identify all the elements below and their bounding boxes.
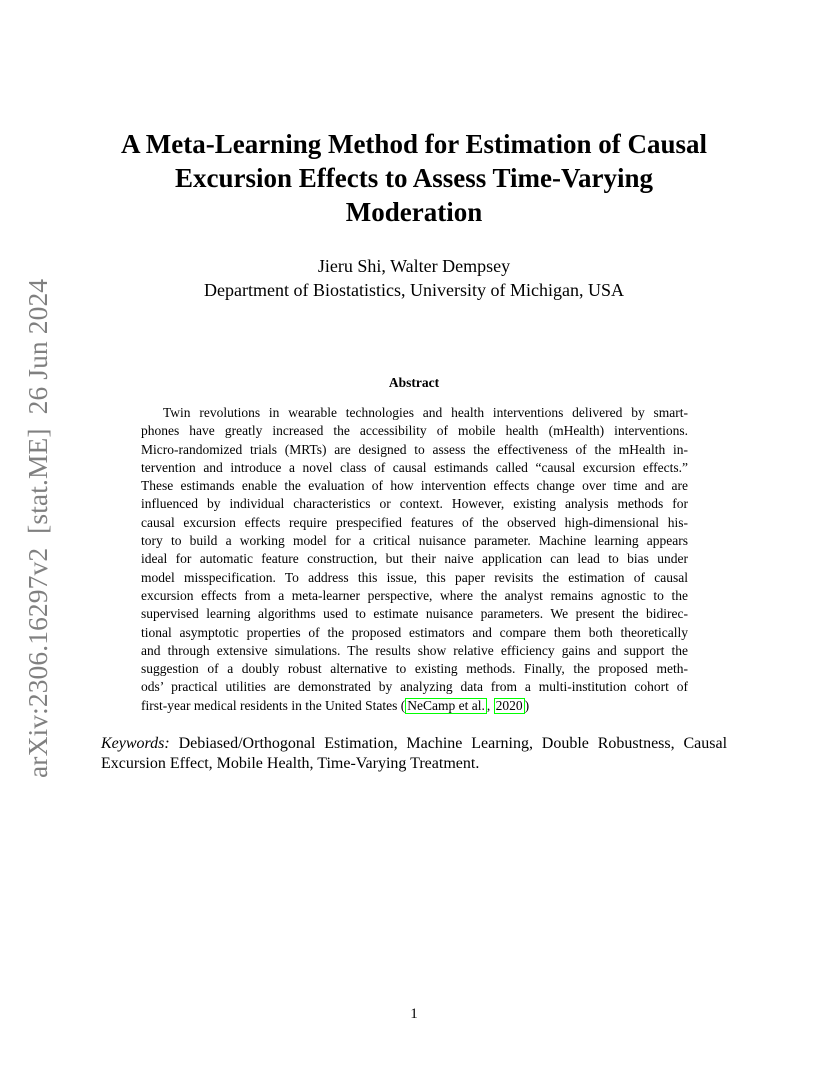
page-number: 1 bbox=[410, 1006, 418, 1022]
abstract-line: Micro-randomized trials (MRTs) are designed to assess the effectiveness of the mHealth in- bbox=[141, 441, 688, 457]
author-list: Jieru Shi, Walter Dempsey bbox=[317, 256, 511, 276]
title-line: A Meta-Learning Method for Estimation of Causal bbox=[121, 129, 707, 159]
keywords-text: Debiased/Orthogonal Estimation, Machine Learning, Double Robustness, Causal bbox=[178, 735, 728, 752]
keywords-line: Excursion Effect, Mobile Health, Time-Varying Treatment. bbox=[101, 755, 480, 772]
abstract-line: phones have greatly increased the accessibility of mobile health (mHealth) interventions. bbox=[141, 423, 688, 439]
abstract-last-line bbox=[141, 697, 688, 715]
paper-title bbox=[80, 127, 748, 229]
author-affiliation: Department of Biostatistics, University of Michigan, USA bbox=[204, 280, 624, 300]
abstract-line: tional asymptotic properties of the proposed estimators and compare them both theoretically bbox=[141, 624, 688, 640]
abstract-line: tory to build a working model for a critical nuisance parameter. Machine learning appears bbox=[141, 533, 688, 549]
abstract-heading: Abstract bbox=[388, 375, 440, 390]
keywords-line bbox=[101, 734, 727, 754]
abstract-line-text: ) bbox=[524, 697, 530, 713]
title-line: Excursion Effects to Assess Time-Varying bbox=[174, 163, 653, 193]
citation-link-year[interactable]: 2020 bbox=[495, 697, 523, 713]
abstract-line-text: first-year medical residents in the United States ( bbox=[141, 697, 406, 713]
title-line: Moderation bbox=[345, 197, 483, 227]
abstract-line: and through extensive simulations. The results show relative efficiency gains and support the bbox=[141, 642, 688, 658]
citation-link-authors[interactable]: NeCamp et al. bbox=[407, 697, 485, 713]
abstract-body bbox=[141, 404, 688, 715]
abstract-line: ods’ practical utilities are demonstrated by analyzing data from a multi-institution cohort of bbox=[141, 679, 688, 695]
abstract-line: causal excursion effects require prespecified features of the observed high-dimensional his- bbox=[141, 514, 688, 530]
abstract-line: excursion effects from a meta-learner perspective, where the analyst remains agnostic to the bbox=[141, 587, 688, 603]
abstract-line: ideal for automatic feature construction, but their naive application can lead to bias under bbox=[141, 551, 688, 567]
abstract-line: Twin revolutions in wearable technologies and health interventions delivered by smart- bbox=[163, 405, 688, 420]
keywords-label: Keywords: bbox=[101, 735, 170, 752]
abstract-line: model misspecification. To address this issue, this paper revisits the estimation of causal bbox=[141, 569, 688, 585]
abstract-line: These estimands enable the evaluation of how intervention effects change over time and are bbox=[141, 478, 688, 494]
abstract-line: tervention and introduce a novel class of causal estimands called “causal excursion effects.” bbox=[141, 459, 688, 475]
abstract-line: supervised learning algorithms used to estimate nuisance parameters. We present the bidirec- bbox=[141, 606, 688, 622]
abstract-line: influenced by individual characteristics or context. However, existing analysis methods for bbox=[141, 496, 688, 512]
keywords-section bbox=[101, 734, 727, 774]
arxiv-identifier-stamp: arXiv:2306.16297v2 [stat.ME] 26 Jun 2024 bbox=[22, 278, 53, 778]
citation-separator: , bbox=[486, 697, 494, 713]
abstract-line: suggestion of a doubly robust alternative to existing methods. Finally, the proposed meth- bbox=[141, 661, 688, 677]
